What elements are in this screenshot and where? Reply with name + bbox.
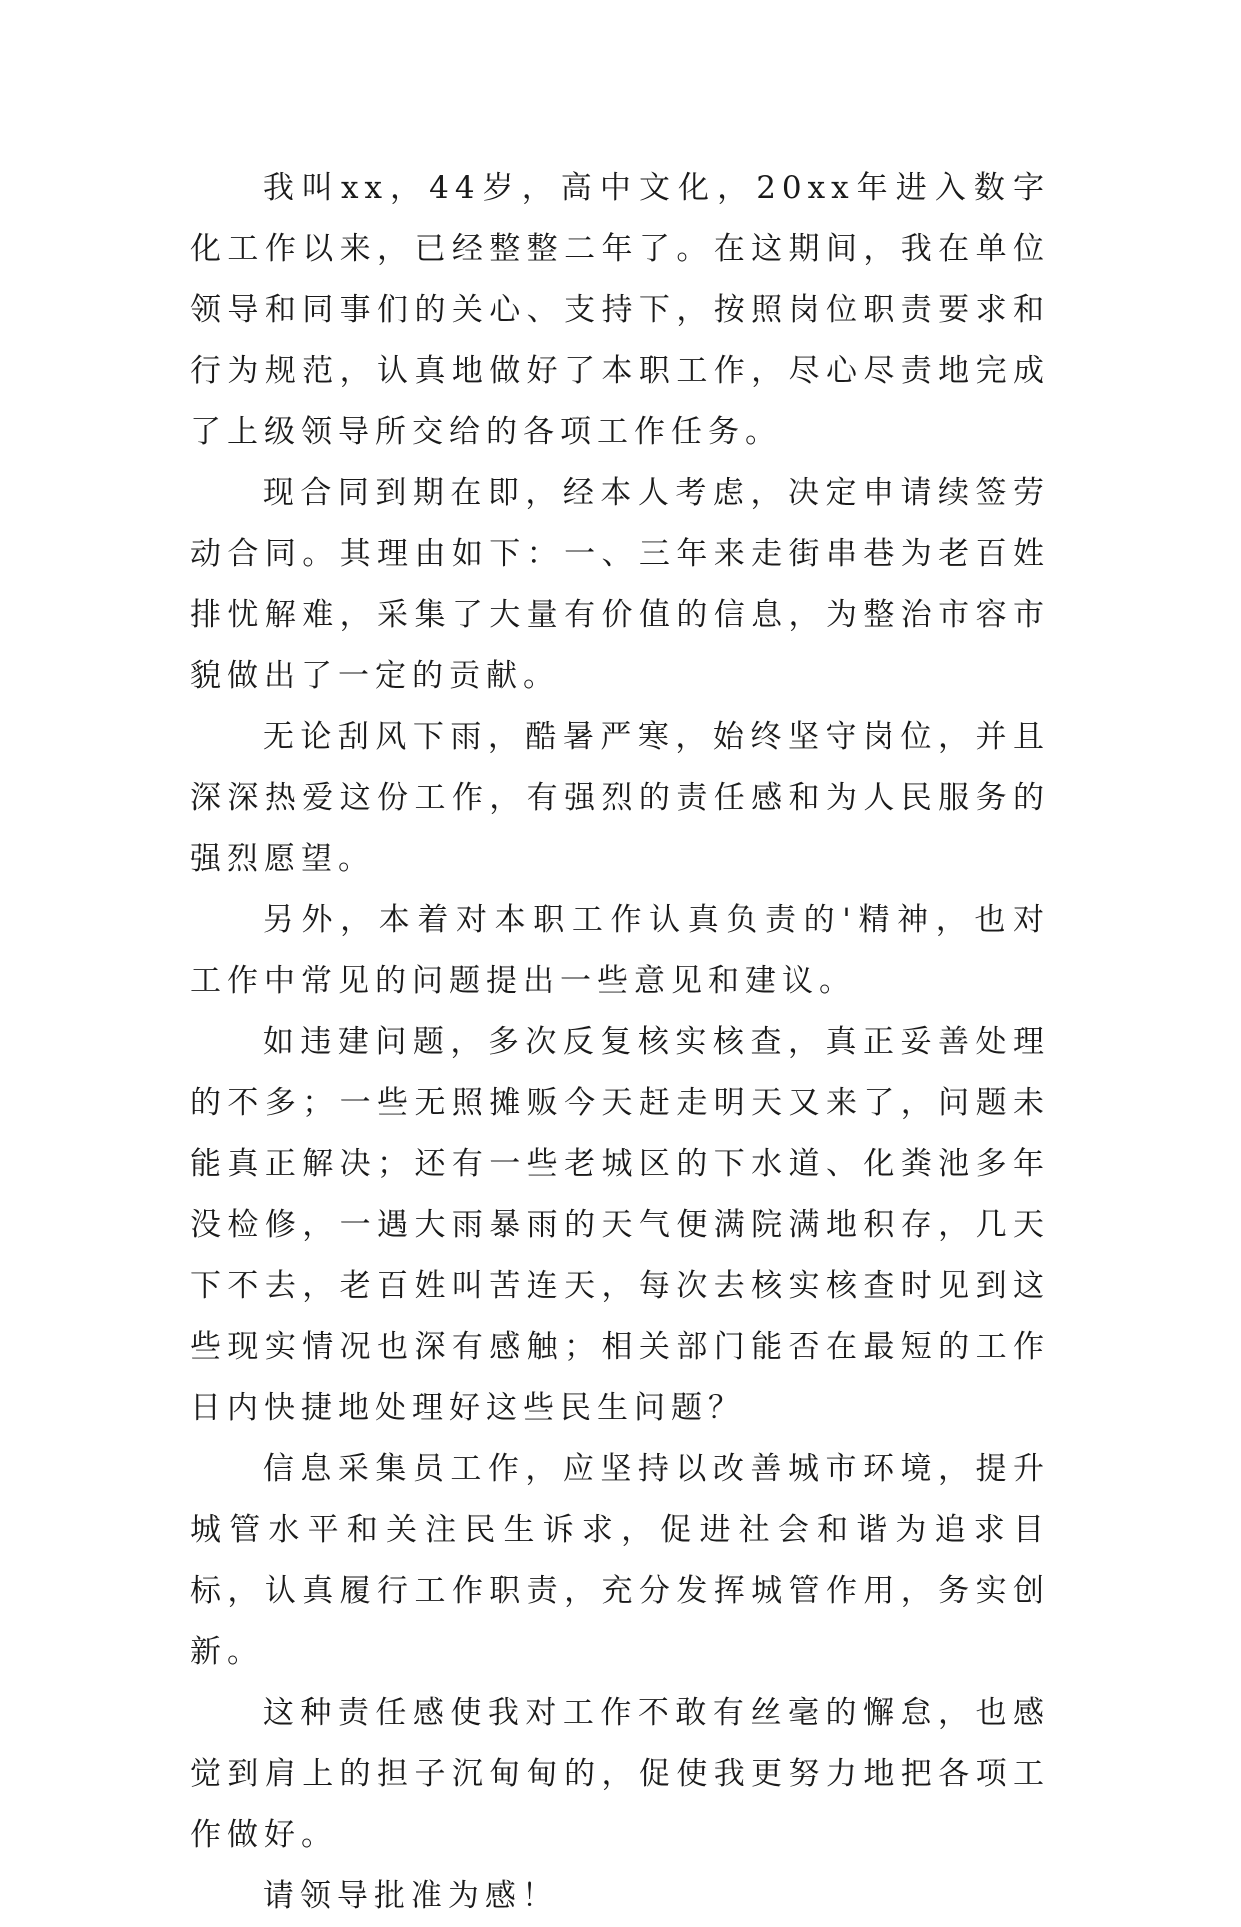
paragraph-7: 这种责任感使我对工作不敢有丝毫的懈怠，也感觉到肩上的担子沉甸甸的，促使我更努力地把各项工作做好。 <box>190 1695 1050 1853</box>
paragraph-1: 我叫xx，44岁，高中文化，20xx年进入数字化工作以来，已经整整二年了。在这期间，我在单位领导和同事们的关心、支持下，按照岗位职责要求和行为规范，认真地做好了本职工作，尽心尽责地完成了上级领导所交给的各项工作任务。 <box>190 170 1050 450</box>
paragraph-2: 现合同到期在即，经本人考虑，决定申请续签劳动合同。其理由如下：一、三年来走街串巷为老百姓排忧解难，采集了大量有价值的信息，为整治市容市貌做出了一定的贡献。 <box>190 475 1050 694</box>
paragraph-8: 请领导批准为感！ <box>262 1878 559 1914</box>
paragraph-6: 信息采集员工作，应坚持以改善城市环境，提升城管水平和关注民生诉求，促进社会和谐为追求目标，认真履行工作职责，充分发挥城管作用，务实创新。 <box>190 1451 1050 1670</box>
paragraph-4: 另外，本着对本职工作认真负责的'精神，也对工作中常见的问题提出一些意见和建议。 <box>190 902 1050 999</box>
paragraph-5: 如违建问题，多次反复核实核查，真正妥善处理的不多；一些无照摊贩今天赶走明天又来了，问题未能真正解决；还有一些老城区的下水道、化粪池多年没检修，一遇大雨暴雨的天气便满院满地积存，几天下不去，老百姓叫苦连天，每次去核实核查时见到这些现实情况也深有感触；相关部门能否在最短的工作日内快捷地处理好这些民生问题？ <box>190 1024 1050 1426</box>
document-body <box>190 158 1050 1927</box>
paragraph-3: 无论刮风下雨，酷暑严寒，始终坚守岗位，并且深深热爱这份工作，有强烈的责任感和为人民服务的强烈愿望。 <box>190 719 1050 877</box>
